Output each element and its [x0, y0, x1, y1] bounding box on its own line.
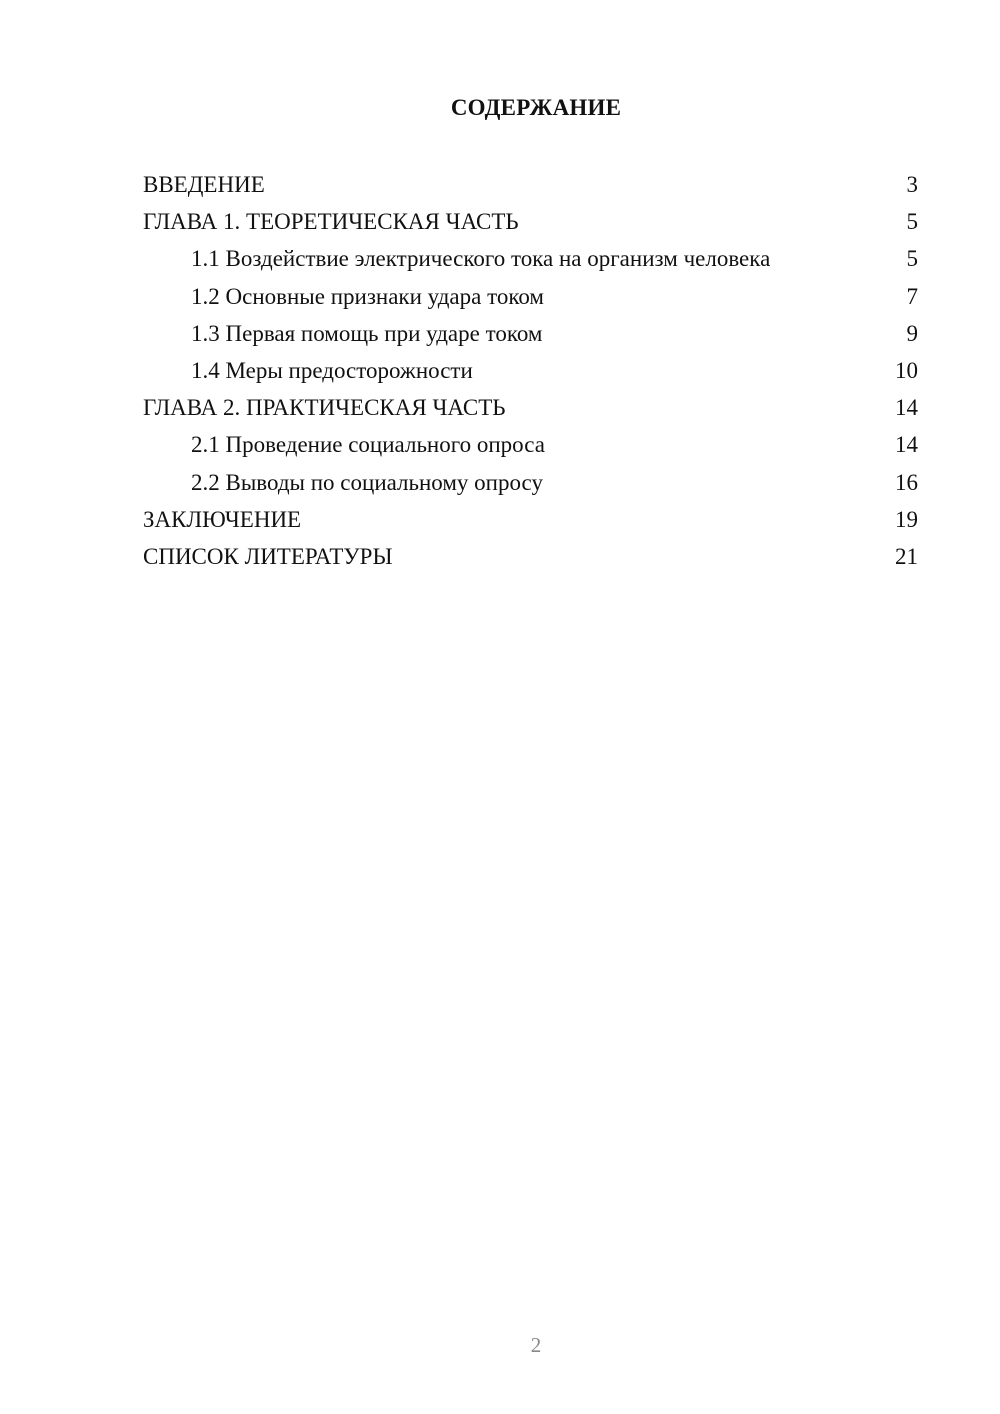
toc-entry-page-number: 3: [906, 172, 918, 197]
toc-entry-section-1-1[interactable]: [143, 240, 918, 277]
toc-entry-label: 2.2 Выводы по социальному опросу: [191, 469, 543, 495]
toc-entry-page-number: 14: [895, 395, 918, 421]
toc-entry-page-number: 21: [895, 543, 918, 569]
toc-entry-page-number: 7: [906, 283, 918, 309]
toc-entry-page-number: 5: [906, 209, 918, 235]
toc-entry-label: ЗАКЛЮЧЕНИЕ: [143, 506, 302, 532]
toc-entry-page-number: 9: [906, 320, 918, 346]
toc-entry-section-1-2[interactable]: [143, 278, 918, 315]
table-of-contents: [143, 166, 918, 575]
toc-entry-references[interactable]: [143, 538, 918, 575]
toc-entry-label: СПИСОК ЛИТЕРАТУРЫ: [143, 543, 393, 569]
toc-entry-page-number: 5: [906, 246, 918, 272]
toc-entry-page-number: 14: [895, 432, 918, 458]
toc-entry-section-1-3[interactable]: [143, 315, 918, 352]
toc-entry-label: 1.1 Воздействие электрического тока на организм человека: [191, 246, 771, 272]
toc-entry-label: 1.3 Первая помощь при ударе током: [191, 320, 543, 346]
toc-entry-page-number: 10: [895, 357, 918, 383]
toc-entry-section-2-1[interactable]: [143, 426, 918, 463]
page-number: 2: [530, 1333, 542, 1357]
page-title: СОДЕРЖАНИЕ: [450, 95, 622, 120]
toc-entry-conclusion[interactable]: [143, 501, 918, 538]
toc-entry-chapter-1[interactable]: [143, 203, 918, 240]
toc-entry-section-2-2[interactable]: [143, 464, 918, 501]
toc-entry-page-number: 19: [895, 506, 918, 532]
toc-entry-label: ГЛАВА 2. ПРАКТИЧЕСКАЯ ЧАСТЬ: [143, 395, 506, 421]
toc-entry-chapter-2[interactable]: [143, 389, 918, 426]
toc-entry-introduction[interactable]: [143, 166, 918, 203]
toc-entry-label: ВВЕДЕНИЕ: [143, 172, 265, 197]
toc-entry-label: ГЛАВА 1. ТЕОРЕТИЧЕСКАЯ ЧАСТЬ: [143, 209, 519, 235]
toc-entry-label: 1.4 Меры предосторожности: [191, 357, 473, 383]
toc-entry-label: 2.1 Проведение социального опроса: [191, 432, 545, 458]
toc-entry-page-number: 16: [895, 469, 918, 495]
toc-entry-label: 1.2 Основные признаки удара током: [191, 283, 544, 309]
toc-entry-section-1-4[interactable]: [143, 352, 918, 389]
